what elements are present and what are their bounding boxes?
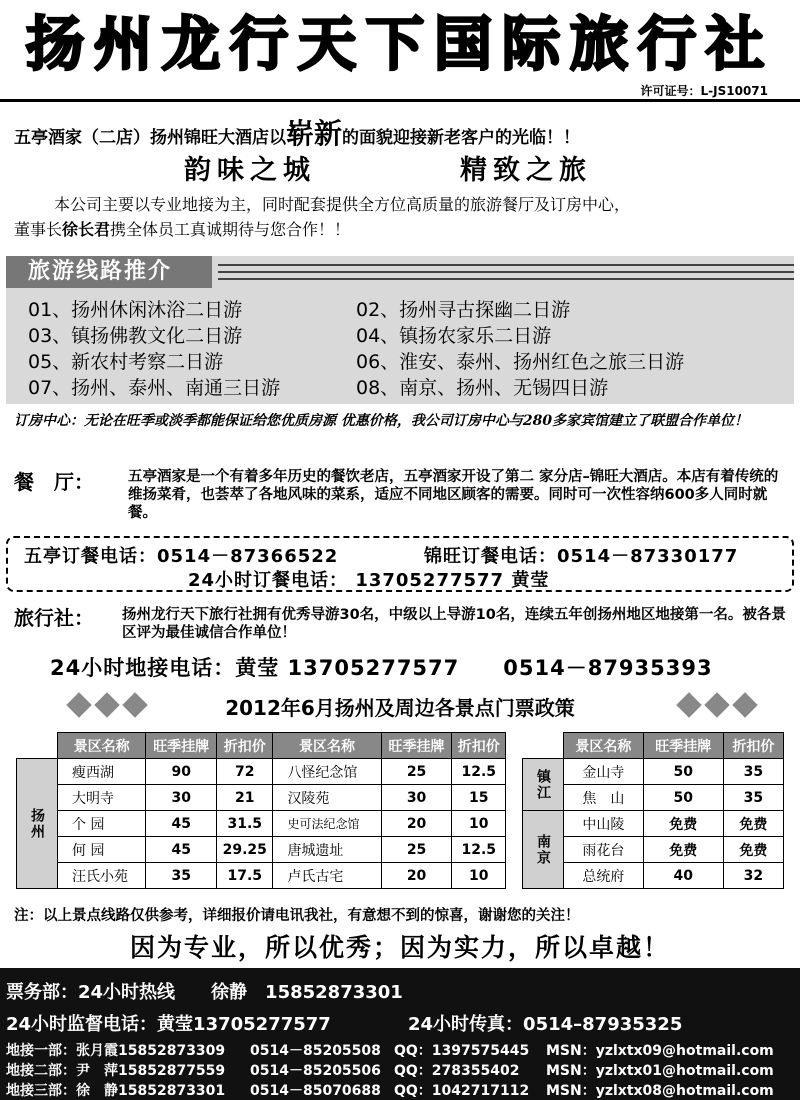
peak-price: 35 bbox=[146, 863, 217, 889]
scenic-name: 金山寺 bbox=[564, 759, 644, 785]
jinwang-phone: 锦旺订餐电话：0514－87330177 bbox=[424, 546, 739, 567]
dept-msn: MSN：yzlxtx01@hotmail.com bbox=[546, 1063, 774, 1079]
col-header: 景区名称 bbox=[273, 733, 381, 759]
decor-diamonds-right bbox=[676, 696, 758, 714]
peak-price: 25 bbox=[381, 759, 452, 785]
restaurant-label: 餐 厅： bbox=[14, 470, 94, 494]
peak-price: 45 bbox=[146, 811, 217, 837]
scenic-name: 汉陵苑 bbox=[273, 785, 381, 811]
discount-price: 35 bbox=[723, 785, 783, 811]
discount-price: 10 bbox=[452, 811, 506, 837]
col-header: 折扣价 bbox=[723, 733, 783, 759]
routes-heading: 旅游线路推介 bbox=[6, 256, 212, 288]
discount-price: 10 bbox=[452, 863, 506, 889]
table-row bbox=[523, 811, 784, 837]
discount-price: 12.5 bbox=[452, 759, 506, 785]
scenic-name: 总统府 bbox=[564, 863, 644, 889]
intro-chairman-prefix: 董事长 bbox=[14, 220, 63, 239]
col-header: 旺季挂牌 bbox=[146, 733, 217, 759]
company-name: 扬州龙行天下国际旅行社 bbox=[25, 10, 774, 78]
slogans bbox=[0, 148, 800, 184]
wuting-phone: 五亭订餐电话：0514－87366522 bbox=[24, 546, 339, 567]
header-divider bbox=[0, 99, 800, 102]
welcome-after: 的面貌迎接新老客户的光临！！ bbox=[342, 128, 581, 148]
route-item: 07、扬州、泰州、南通三日游 bbox=[28, 377, 281, 399]
contact-row bbox=[6, 1040, 774, 1060]
scenic-name: 瘦西湖 bbox=[58, 759, 146, 785]
table-row bbox=[17, 785, 506, 811]
diamond-icon bbox=[676, 692, 701, 717]
welcome-line bbox=[14, 112, 794, 152]
scenic-name: 唐城遗址 bbox=[273, 837, 381, 863]
intro-chairman-suffix: 携全体员工真诚期待与您合作！！ bbox=[110, 220, 351, 239]
table-row bbox=[17, 759, 506, 785]
scenic-name: 何 园 bbox=[58, 837, 146, 863]
peak-price: 20 bbox=[381, 863, 452, 889]
zhenjiang-nanjing-ticket-table bbox=[522, 732, 784, 889]
dept-msn: MSN：yzlxtx08@hotmail.com bbox=[546, 1083, 774, 1099]
peak-price: 免费 bbox=[643, 837, 723, 863]
supervise-phone: 24小时监督电话：黄莹13705277577 bbox=[6, 1014, 331, 1035]
route-item: 08、南京、扬州、无锡四日游 bbox=[356, 377, 609, 399]
dept-qq: QQ：1397575445 bbox=[394, 1043, 530, 1059]
peak-price: 40 bbox=[643, 863, 723, 889]
discount-price: 31.5 bbox=[217, 811, 273, 837]
company-motto: 因为专业，所以优秀；因为实力，所以卓越！ bbox=[129, 933, 670, 962]
intro-line-1: 本公司主要以专业地接为主，同时配套提供全方位高质量的旅游餐厅及订房中心， bbox=[54, 195, 631, 214]
route-item: 05、新农村考察二日游 bbox=[28, 351, 224, 373]
agency-text: 扬州龙行天下旅行社拥有优秀导游30名，中级以上导游10名，连续五年创扬州地区地接第一名。被各景区评为最佳诚信合作单位！ bbox=[122, 607, 786, 641]
scenic-name: 雨花台 bbox=[564, 837, 644, 863]
slogan-city: 韵味之城 bbox=[184, 155, 316, 186]
peak-price: 50 bbox=[643, 785, 723, 811]
fax-number: 24小时传真：0514–87935325 bbox=[408, 1014, 683, 1035]
col-header: 旺季挂牌 bbox=[643, 733, 723, 759]
peak-price: 30 bbox=[381, 785, 452, 811]
diamond-icon bbox=[732, 692, 757, 717]
peak-price: 90 bbox=[146, 759, 217, 785]
discount-price: 35 bbox=[723, 759, 783, 785]
col-header: 旺季挂牌 bbox=[381, 733, 452, 759]
agency-label: 旅行社： bbox=[14, 606, 94, 630]
dept-contact: 地接一部：张月霞15852873309 bbox=[6, 1043, 226, 1059]
discount-price: 免费 bbox=[723, 837, 783, 863]
contact-footer bbox=[0, 968, 800, 1100]
discount-price: 21 bbox=[217, 785, 273, 811]
discount-price: 15 bbox=[452, 785, 506, 811]
table-row bbox=[17, 811, 506, 837]
dept-phone: 0514－85205506 bbox=[250, 1063, 381, 1079]
dept-msn: MSN：yzlxtx09@hotmail.com bbox=[546, 1043, 774, 1059]
scenic-name: 史可法纪念馆 bbox=[273, 811, 381, 837]
ticket-policy-title: 2012年6月扬州及周边各景点门票政策 bbox=[225, 696, 575, 720]
welcome-before: 五亭酒家（二店）扬州锦旺大酒店以 bbox=[14, 128, 286, 148]
scenic-name: 中山陵 bbox=[564, 811, 644, 837]
restaurant-text: 五亭酒家是一个有着多年历史的餐饮老店，五亭酒家开设了第二 家分店–锦旺大酒店。本店有着传统的维扬菜肴，也荟萃了各地风味的菜系，适应不同地区顾客的需要。同时可一次性容纳600多人同时就餐。 bbox=[128, 469, 779, 521]
peak-price: 免费 bbox=[643, 811, 723, 837]
disclaimer-note: 注：以上景点线路仅供参考，详细报价请电讯我社，有意想不到的惊喜，谢谢您的关注！ bbox=[14, 908, 580, 924]
company-intro bbox=[14, 192, 790, 242]
chairman-name: 徐长君 bbox=[62, 220, 111, 239]
scenic-name: 卢氏古宅 bbox=[273, 863, 381, 889]
discount-price: 32 bbox=[723, 863, 783, 889]
ticket-dept: 票务部：24小时热线 徐静 15852873301 bbox=[6, 982, 403, 1003]
col-header: 景区名称 bbox=[58, 733, 146, 759]
peak-price: 50 bbox=[643, 759, 723, 785]
agency-hotline: 24小时地接电话：黄莹 13705277577 0514－87935393 bbox=[50, 656, 713, 680]
discount-price: 免费 bbox=[723, 811, 783, 837]
peak-price: 30 bbox=[146, 785, 217, 811]
region-nanjing: 南京 bbox=[523, 811, 564, 889]
col-header: 折扣价 bbox=[452, 733, 506, 759]
scenic-name: 八怪纪念馆 bbox=[273, 759, 381, 785]
region-yangzhou: 扬州 bbox=[17, 759, 58, 889]
dept-contact: 地接二部：尹 萍15852877559 bbox=[6, 1063, 226, 1079]
slogan-trip: 精致之旅 bbox=[460, 155, 592, 186]
table-row bbox=[17, 863, 506, 889]
region-zhenjiang: 镇江 bbox=[523, 759, 564, 811]
diamond-icon bbox=[704, 692, 729, 717]
peak-price: 20 bbox=[381, 811, 452, 837]
route-item: 03、镇扬佛教文化二日游 bbox=[28, 325, 243, 347]
peak-price: 25 bbox=[381, 837, 452, 863]
scenic-name: 汪氏小苑 bbox=[58, 863, 146, 889]
table-row bbox=[523, 759, 784, 785]
routes-heading-rule bbox=[218, 264, 794, 280]
dept-phone: 0514－85070688 bbox=[250, 1083, 381, 1099]
route-item: 02、扬州寻古探幽二日游 bbox=[356, 299, 571, 321]
welcome-emphasis: 崭新 bbox=[286, 117, 343, 150]
discount-price: 17.5 bbox=[217, 863, 273, 889]
scenic-name: 个 园 bbox=[58, 811, 146, 837]
route-item: 01、扬州休闲沐浴二日游 bbox=[28, 299, 243, 321]
yangzhou-ticket-table bbox=[16, 732, 506, 889]
scenic-name: 焦 山 bbox=[564, 785, 644, 811]
discount-price: 12.5 bbox=[452, 837, 506, 863]
dept-contact: 地接三部：徐 静15852873301 bbox=[6, 1083, 226, 1099]
license-number: 许可证号：L-JS10071 bbox=[640, 84, 768, 98]
booking-center-text: 订房中心：无论在旺季或淡季都能保证给您优质房源 优惠价格，我公司订房中心与280多家宾馆建立了联盟合作单位！ bbox=[14, 413, 749, 429]
col-header: 折扣价 bbox=[217, 733, 273, 759]
discount-price: 29.25 bbox=[217, 837, 273, 863]
peak-price: 45 bbox=[146, 837, 217, 863]
col-header: 景区名称 bbox=[564, 733, 644, 759]
dept-qq: QQ：278355402 bbox=[394, 1063, 520, 1079]
dining-24h-phone: 24小时订餐电话： 13705277577 黄莹 bbox=[188, 570, 550, 591]
header bbox=[0, 0, 800, 102]
scenic-name: 大明寺 bbox=[58, 785, 146, 811]
table-row bbox=[17, 837, 506, 863]
contact-row bbox=[6, 1060, 774, 1080]
intro-line-2 bbox=[14, 217, 790, 242]
route-item: 06、淮安、泰州、扬州红色之旅三日游 bbox=[356, 351, 685, 373]
route-item: 04、镇扬农家乐二日游 bbox=[356, 325, 552, 347]
dept-qq: QQ：1042717112 bbox=[394, 1083, 530, 1099]
contact-row bbox=[6, 1080, 774, 1100]
discount-price: 72 bbox=[217, 759, 273, 785]
dept-phone: 0514－85205508 bbox=[250, 1043, 381, 1059]
